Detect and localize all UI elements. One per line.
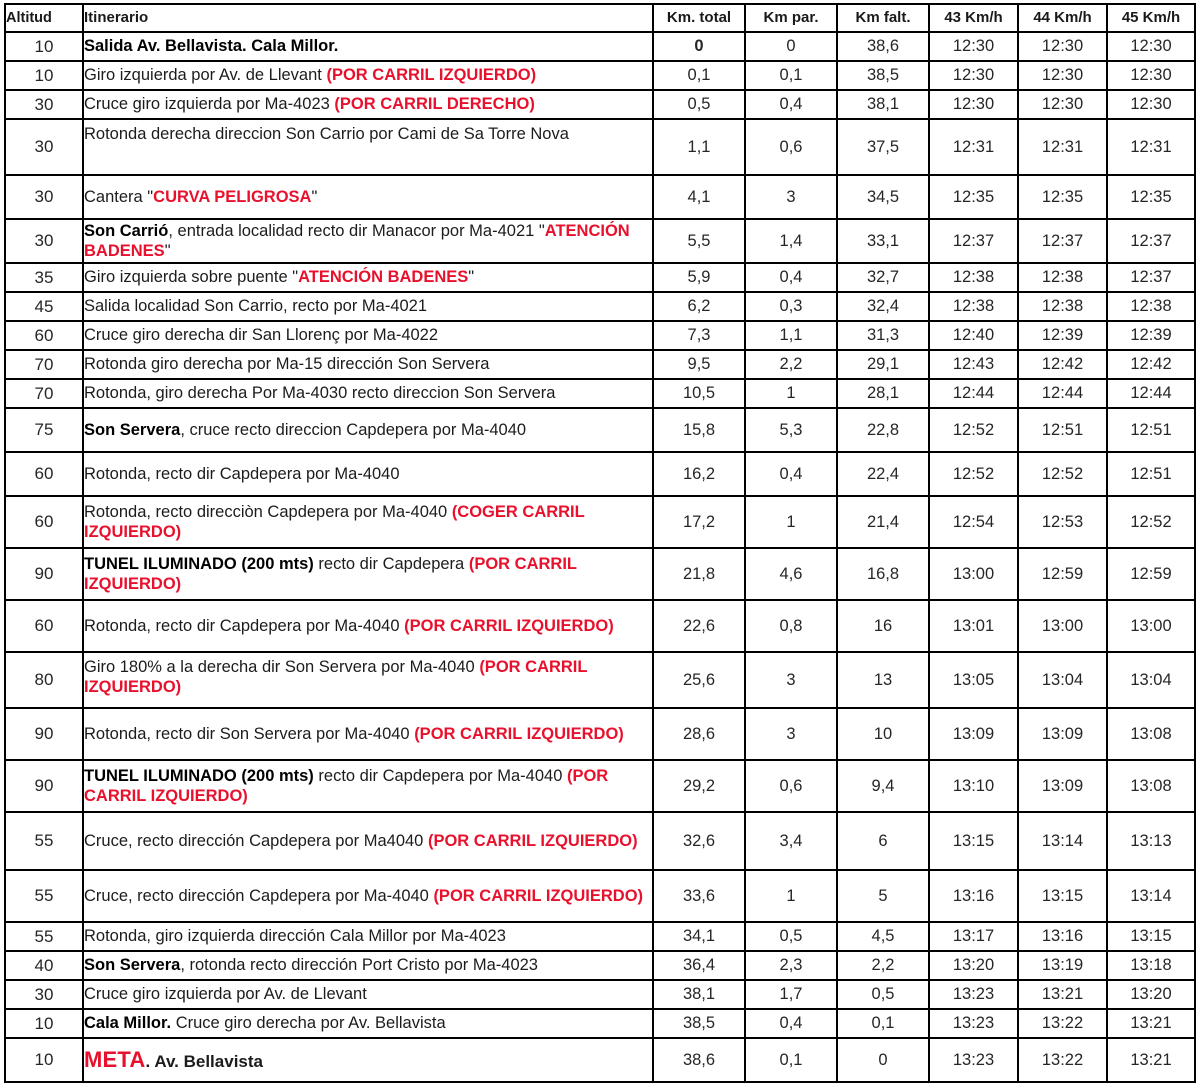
- cell-time-45: 13:00: [1107, 600, 1195, 652]
- cell-time-44: 12:53: [1018, 496, 1107, 548]
- itinerary-text-segment: Rotonda derecha direccion Son Carrio por Cami de Sa Torre Nova: [84, 125, 569, 143]
- table-row: [5, 452, 1195, 496]
- cell-time-43: 13:17: [929, 922, 1018, 951]
- cell-km-total: 38,5: [653, 1009, 745, 1038]
- cell-time-44: 12:37: [1018, 219, 1107, 263]
- cell-itinerario: [83, 600, 653, 652]
- cell-km-falt: 33,1: [837, 219, 929, 263]
- cell-time-43: 13:05: [929, 652, 1018, 708]
- itinerary-text-segment: , cruce recto direccion Capdepera por Ma-4040: [180, 420, 527, 439]
- cell-altitud: 55: [5, 870, 83, 922]
- cell-km-falt: 0,5: [837, 980, 929, 1009]
- table-row: [5, 263, 1195, 292]
- cell-time-44: 12:39: [1018, 321, 1107, 350]
- cell-time-44: 13:16: [1018, 922, 1107, 951]
- cell-time-43: 13:23: [929, 1009, 1018, 1038]
- cell-time-43: 12:52: [929, 408, 1018, 452]
- cell-time-45: 13:15: [1107, 922, 1195, 951]
- cell-km-total: 10,5: [653, 379, 745, 408]
- cell-time-44: 12:30: [1018, 90, 1107, 119]
- itinerary-text-segment: Salida localidad Son Carrio, recto por Ma-4021: [84, 297, 428, 316]
- cell-km-total: 22,6: [653, 600, 745, 652]
- cell-altitud: 60: [5, 321, 83, 350]
- table-row: [5, 922, 1195, 951]
- cell-time-43: 12:35: [929, 175, 1018, 219]
- itinerary-text-segment: Rotonda, recto dir Capdepera por Ma-4040: [84, 616, 405, 635]
- cell-time-43: 13:20: [929, 951, 1018, 980]
- cell-altitud: 90: [5, 548, 83, 600]
- cell-km-total: 33,6: [653, 870, 745, 922]
- cell-time-43: 12:38: [929, 263, 1018, 292]
- itinerary-text-segment: (POR CARRIL IZQUIERDO): [404, 616, 614, 635]
- itinerary-text-segment: (POR CARRIL IZQUIERDO): [433, 886, 644, 905]
- cell-time-45: 12:52: [1107, 496, 1195, 548]
- itinerary-text-segment: Son Carrió: [84, 221, 169, 240]
- cell-km-falt: 32,4: [837, 292, 929, 321]
- cell-time-44: 12:30: [1018, 61, 1107, 90]
- cell-itinerario: [83, 263, 653, 292]
- cell-itinerario: [83, 760, 653, 812]
- cell-time-45: 13:21: [1107, 1038, 1195, 1082]
- cell-time-44: 13:09: [1018, 760, 1107, 812]
- cell-itinerario: [83, 119, 653, 175]
- cell-time-45: 12:51: [1107, 408, 1195, 452]
- cell-km-par: 3: [745, 175, 837, 219]
- cell-time-44: 13:00: [1018, 600, 1107, 652]
- itinerary-text-segment: META: [84, 1046, 146, 1072]
- cell-itinerario: [83, 219, 653, 263]
- cell-time-44: 13:22: [1018, 1009, 1107, 1038]
- table-row: [5, 61, 1195, 90]
- cell-time-45: 13:20: [1107, 980, 1195, 1009]
- cell-km-total: 17,2: [653, 496, 745, 548]
- cell-km-par: 0,8: [745, 600, 837, 652]
- cell-km-falt: 22,4: [837, 452, 929, 496]
- cell-itinerario: [83, 292, 653, 321]
- cell-time-43: 12:43: [929, 350, 1018, 379]
- cell-time-43: 12:40: [929, 321, 1018, 350]
- itinerary-text-segment: Cruce giro derecha por Av. Bellavista: [171, 1014, 446, 1033]
- itinerary-text-segment: Cruce giro izquierda por Av. de Llevant: [84, 985, 367, 1004]
- cell-km-total: 32,6: [653, 812, 745, 870]
- cell-altitud: 35: [5, 263, 83, 292]
- cell-itinerario: [83, 652, 653, 708]
- cell-km-total: 5,5: [653, 219, 745, 263]
- table-row: [5, 760, 1195, 812]
- cell-itinerario: [83, 548, 653, 600]
- cell-time-43: 12:44: [929, 379, 1018, 408]
- itinerary-text-segment: recto dir Capdepera por Ma-4040: [313, 766, 567, 785]
- cell-time-45: 13:14: [1107, 870, 1195, 922]
- itinerary-text-segment: . Av. Bellavista: [145, 1051, 263, 1071]
- cell-km-falt: 9,4: [837, 760, 929, 812]
- table-row: [5, 600, 1195, 652]
- cell-km-total: 34,1: [653, 922, 745, 951]
- cell-time-45: 12:38: [1107, 292, 1195, 321]
- cell-km-falt: 32,7: [837, 263, 929, 292]
- cell-itinerario: [83, 812, 653, 870]
- cell-itinerario: [83, 922, 653, 951]
- cell-km-par: 2,3: [745, 951, 837, 980]
- cell-km-par: 0,5: [745, 922, 837, 951]
- cell-km-par: 1: [745, 379, 837, 408]
- table-row: [5, 321, 1195, 350]
- cell-time-44: 12:35: [1018, 175, 1107, 219]
- cell-time-45: 12:35: [1107, 175, 1195, 219]
- cell-altitud: 80: [5, 652, 83, 708]
- itinerary-text-segment: Giro izquierda por Av. de Llevant: [84, 66, 327, 85]
- cell-altitud: 45: [5, 292, 83, 321]
- itinerary-text-segment: (POR CARRIL IZQUIERDO): [326, 66, 537, 85]
- cell-altitud: 10: [5, 1038, 83, 1082]
- cell-km-par: 1,7: [745, 980, 837, 1009]
- table-row: [5, 292, 1195, 321]
- table-row: [5, 870, 1195, 922]
- itinerary-text-segment: , entrada localidad recto dir Manacor por Ma-4021 ": [168, 221, 545, 240]
- cell-km-total: 7,3: [653, 321, 745, 350]
- itinerary-text-segment: (POR CARRIL IZQUIERDO): [427, 831, 638, 850]
- cell-itinerario: [83, 980, 653, 1009]
- cell-time-44: 13:19: [1018, 951, 1107, 980]
- cell-itinerario: [83, 61, 653, 90]
- cell-km-falt: 37,5: [837, 119, 929, 175]
- table-row: [5, 119, 1195, 175]
- cell-time-43: 12:52: [929, 452, 1018, 496]
- table-row: [5, 980, 1195, 1009]
- cell-km-falt: 6: [837, 812, 929, 870]
- cell-km-par: 4,6: [745, 548, 837, 600]
- cell-km-falt: 16,8: [837, 548, 929, 600]
- cell-km-total: 38,6: [653, 1038, 745, 1082]
- cell-altitud: 30: [5, 980, 83, 1009]
- itinerary-text-segment: ": [164, 242, 171, 260]
- itinerary-text-segment: CURVA PELIGROSA: [153, 187, 312, 206]
- cell-km-par: 3,4: [745, 812, 837, 870]
- cell-km-total: 0,5: [653, 90, 745, 119]
- column-header-speed-44: 44 Km/h: [1018, 4, 1107, 32]
- cell-altitud: 75: [5, 408, 83, 452]
- cell-km-par: 0,3: [745, 292, 837, 321]
- itinerary-text-segment: (POR CARRIL IZQUIERDO): [414, 724, 624, 743]
- cell-km-total: 29,2: [653, 760, 745, 812]
- itinerary-text-segment: Rotonda, recto direcciòn Capdepera por Ma-4040: [84, 502, 452, 521]
- cell-time-45: 12:30: [1107, 90, 1195, 119]
- cell-km-par: 0,6: [745, 760, 837, 812]
- table-row: [5, 652, 1195, 708]
- cell-time-44: 12:30: [1018, 32, 1107, 61]
- cell-km-falt: 34,5: [837, 175, 929, 219]
- cell-km-total: 25,6: [653, 652, 745, 708]
- cell-time-43: 12:30: [929, 61, 1018, 90]
- cell-itinerario: [83, 708, 653, 760]
- cell-itinerario: [83, 870, 653, 922]
- cell-time-45: 12:37: [1107, 219, 1195, 263]
- itinerary-text-segment: Cantera ": [84, 187, 154, 206]
- table-row: [5, 219, 1195, 263]
- column-header-speed-43: 43 Km/h: [929, 4, 1018, 32]
- cell-km-total: 15,8: [653, 408, 745, 452]
- cell-km-par: 0,6: [745, 119, 837, 175]
- table-row: [5, 548, 1195, 600]
- table-row: [5, 708, 1195, 760]
- cell-km-par: 0: [745, 32, 837, 61]
- cell-time-43: 13:23: [929, 1038, 1018, 1082]
- cell-altitud: 60: [5, 600, 83, 652]
- cell-km-falt: 0,1: [837, 1009, 929, 1038]
- cell-km-par: 0,4: [745, 1009, 837, 1038]
- cell-km-total: 0,1: [653, 61, 745, 90]
- cell-altitud: 60: [5, 496, 83, 548]
- cell-km-falt: 4,5: [837, 922, 929, 951]
- itinerary-text-segment: TUNEL ILUMINADO (200 mts): [84, 766, 314, 785]
- itinerary-text-segment: (POR CARRIL IZQUIERDO): [84, 554, 577, 593]
- cell-km-par: 0,1: [745, 61, 837, 90]
- cell-km-par: 1: [745, 496, 837, 548]
- cell-itinerario: [83, 951, 653, 980]
- itinerary-text-segment: Rotonda, giro izquierda dirección Cala Millor por Ma-4023: [84, 927, 506, 946]
- cell-time-43: 13:23: [929, 980, 1018, 1009]
- cell-time-45: 13:18: [1107, 951, 1195, 980]
- cell-time-45: 13:21: [1107, 1009, 1195, 1038]
- cell-itinerario: [83, 379, 653, 408]
- cell-time-43: 12:30: [929, 32, 1018, 61]
- cell-time-45: 12:44: [1107, 379, 1195, 408]
- cell-km-par: 0,4: [745, 90, 837, 119]
- cell-time-43: 12:31: [929, 119, 1018, 175]
- cell-km-par: 3: [745, 652, 837, 708]
- cell-itinerario: [83, 321, 653, 350]
- cell-km-falt: 10: [837, 708, 929, 760]
- cell-time-45: 12:51: [1107, 452, 1195, 496]
- itinerary-text-segment: Salida Av. Bellavista. Cala Millor.: [84, 37, 339, 56]
- table-row: [5, 32, 1195, 61]
- column-header-km-par: Km par.: [745, 4, 837, 32]
- itinerary-text-segment: Cruce giro izquierda por Ma-4023: [84, 95, 335, 114]
- roadbook-table: [4, 3, 1196, 1083]
- cell-time-43: 13:16: [929, 870, 1018, 922]
- cell-time-44: 13:14: [1018, 812, 1107, 870]
- itinerary-text-segment: TUNEL ILUMINADO (200 mts): [84, 554, 314, 573]
- table-row: [5, 1009, 1195, 1038]
- cell-km-total: 5,9: [653, 263, 745, 292]
- cell-km-total: 38,1: [653, 980, 745, 1009]
- itinerary-text-segment: Cruce, recto dirección Capdepera por Ma-4040: [84, 886, 434, 905]
- table-row: [5, 951, 1195, 980]
- cell-time-45: 12:42: [1107, 350, 1195, 379]
- cell-km-total: 1,1: [653, 119, 745, 175]
- cell-itinerario: [83, 90, 653, 119]
- cell-itinerario: [83, 32, 653, 61]
- cell-km-total: 16,2: [653, 452, 745, 496]
- cell-km-total: 4,1: [653, 175, 745, 219]
- cell-time-43: 13:00: [929, 548, 1018, 600]
- cell-itinerario: [83, 1038, 653, 1082]
- cell-altitud: 30: [5, 219, 83, 263]
- cell-time-45: 12:39: [1107, 321, 1195, 350]
- cell-km-falt: 5: [837, 870, 929, 922]
- cell-time-43: 13:10: [929, 760, 1018, 812]
- cell-altitud: 10: [5, 61, 83, 90]
- cell-time-45: 12:59: [1107, 548, 1195, 600]
- cell-time-44: 13:09: [1018, 708, 1107, 760]
- cell-km-total: 0: [653, 32, 745, 61]
- cell-time-43: 13:09: [929, 708, 1018, 760]
- itinerary-text-segment: Giro 180% a la derecha dir Son Servera por Ma-4040: [84, 658, 480, 676]
- cell-km-falt: 38,5: [837, 61, 929, 90]
- cell-km-falt: 28,1: [837, 379, 929, 408]
- table-row: [5, 812, 1195, 870]
- cell-altitud: 90: [5, 708, 83, 760]
- itinerary-text-segment: (POR CARRIL DERECHO): [334, 95, 535, 114]
- table-row: [5, 175, 1195, 219]
- header-row: [5, 4, 1195, 32]
- cell-km-par: 5,3: [745, 408, 837, 452]
- cell-time-45: 12:37: [1107, 263, 1195, 292]
- cell-time-45: 12:30: [1107, 32, 1195, 61]
- itinerary-text-segment: Rotonda, recto dir Son Servera por Ma-4040: [84, 724, 415, 743]
- column-header-altitud: Altitud: [5, 4, 83, 32]
- cell-km-par: 1,4: [745, 219, 837, 263]
- cell-altitud: 40: [5, 951, 83, 980]
- table-row: [5, 350, 1195, 379]
- cell-time-45: 13:08: [1107, 708, 1195, 760]
- itinerary-text-segment: ": [468, 268, 475, 287]
- cell-time-44: 12:31: [1018, 119, 1107, 175]
- cell-altitud: 55: [5, 922, 83, 951]
- cell-km-total: 9,5: [653, 350, 745, 379]
- cell-km-falt: 29,1: [837, 350, 929, 379]
- itinerary-text-segment: (POR CARRIL IZQUIERDO): [84, 766, 609, 805]
- cell-time-44: 12:52: [1018, 452, 1107, 496]
- cell-time-43: 12:37: [929, 219, 1018, 263]
- cell-km-total: 28,6: [653, 708, 745, 760]
- cell-altitud: 10: [5, 32, 83, 61]
- cell-altitud: 30: [5, 175, 83, 219]
- cell-km-falt: 2,2: [837, 951, 929, 980]
- itinerary-text-segment: , rotonda recto dirección Port Cristo por Ma-4023: [180, 956, 538, 975]
- column-header-km-falt: Km falt.: [837, 4, 929, 32]
- itinerary-text-segment: Cruce, recto dirección Capdepera por Ma4040: [84, 831, 428, 850]
- cell-km-par: 1: [745, 870, 837, 922]
- cell-altitud: 10: [5, 1009, 83, 1038]
- cell-itinerario: [83, 1009, 653, 1038]
- table-body: [5, 32, 1195, 1082]
- itinerary-text-segment: Cala Millor.: [84, 1014, 172, 1033]
- itinerary-text-segment: Giro izquierda sobre puente ": [84, 268, 299, 287]
- cell-km-falt: 38,1: [837, 90, 929, 119]
- cell-km-falt: 16: [837, 600, 929, 652]
- cell-km-par: 2,2: [745, 350, 837, 379]
- cell-km-par: 0,4: [745, 263, 837, 292]
- cell-km-falt: 22,8: [837, 408, 929, 452]
- cell-time-44: 13:04: [1018, 652, 1107, 708]
- table-row: [5, 379, 1195, 408]
- itinerary-text-segment: Cruce giro derecha dir San Llorenç por Ma-4022: [84, 326, 439, 345]
- cell-altitud: 55: [5, 812, 83, 870]
- itinerary-text-segment: Son Servera: [84, 956, 181, 975]
- cell-time-44: 12:38: [1018, 263, 1107, 292]
- cell-altitud: 30: [5, 90, 83, 119]
- itinerary-text-segment: Son Servera: [84, 420, 181, 439]
- itinerary-text-segment: Rotonda, giro derecha Por Ma-4030 recto direccion Son Servera: [84, 384, 556, 403]
- cell-km-falt: 21,4: [837, 496, 929, 548]
- cell-time-44: 12:44: [1018, 379, 1107, 408]
- itinerary-text-segment: (COGER CARRIL IZQUIERDO): [84, 502, 585, 541]
- itinerary-text-segment: Rotonda giro derecha por Ma-15 dirección Son Servera: [84, 355, 490, 374]
- cell-km-par: 0,1: [745, 1038, 837, 1082]
- cell-altitud: 70: [5, 379, 83, 408]
- itinerary-text-segment: (POR CARRIL IZQUIERDO): [84, 658, 588, 697]
- cell-time-43: 13:15: [929, 812, 1018, 870]
- cell-time-45: 13:08: [1107, 760, 1195, 812]
- cell-itinerario: [83, 452, 653, 496]
- cell-km-falt: 31,3: [837, 321, 929, 350]
- cell-itinerario: [83, 496, 653, 548]
- table-header: [5, 4, 1195, 32]
- cell-time-44: 12:38: [1018, 292, 1107, 321]
- cell-itinerario: [83, 175, 653, 219]
- cell-time-45: 13:13: [1107, 812, 1195, 870]
- itinerary-text-segment: Rotonda, recto dir Capdepera por Ma-4040: [84, 464, 400, 483]
- table-row: [5, 408, 1195, 452]
- table-row: [5, 1038, 1195, 1082]
- cell-time-44: 13:21: [1018, 980, 1107, 1009]
- cell-time-45: 12:30: [1107, 61, 1195, 90]
- cell-km-falt: 0: [837, 1038, 929, 1082]
- cell-time-43: 12:38: [929, 292, 1018, 321]
- cell-time-45: 13:04: [1107, 652, 1195, 708]
- table-row: [5, 90, 1195, 119]
- column-header-itinerario: Itinerario: [83, 4, 653, 32]
- cell-time-44: 13:15: [1018, 870, 1107, 922]
- table-row: [5, 496, 1195, 548]
- cell-time-45: 12:31: [1107, 119, 1195, 175]
- cell-km-total: 36,4: [653, 951, 745, 980]
- cell-km-par: 3: [745, 708, 837, 760]
- cell-time-44: 13:22: [1018, 1038, 1107, 1082]
- column-header-km-total: Km. total: [653, 4, 745, 32]
- cell-time-44: 12:42: [1018, 350, 1107, 379]
- cell-itinerario: [83, 350, 653, 379]
- cell-altitud: 60: [5, 452, 83, 496]
- cell-km-total: 6,2: [653, 292, 745, 321]
- cell-km-total: 21,8: [653, 548, 745, 600]
- itinerary-text-segment: ATENCIÓN BADENES: [84, 221, 630, 260]
- cell-time-43: 12:30: [929, 90, 1018, 119]
- cell-altitud: 30: [5, 119, 83, 175]
- cell-km-falt: 13: [837, 652, 929, 708]
- cell-time-43: 13:01: [929, 600, 1018, 652]
- cell-km-falt: 38,6: [837, 32, 929, 61]
- cell-altitud: 70: [5, 350, 83, 379]
- cell-km-par: 0,4: [745, 452, 837, 496]
- cell-time-43: 12:54: [929, 496, 1018, 548]
- column-header-speed-45: 45 Km/h: [1107, 4, 1195, 32]
- cell-time-44: 12:51: [1018, 408, 1107, 452]
- itinerary-text-segment: recto dir Capdepera: [313, 554, 469, 573]
- cell-km-par: 1,1: [745, 321, 837, 350]
- cell-itinerario: [83, 408, 653, 452]
- cell-time-44: 12:59: [1018, 548, 1107, 600]
- itinerary-text-segment: ": [311, 187, 318, 206]
- cell-altitud: 90: [5, 760, 83, 812]
- itinerary-text-segment: ATENCIÓN BADENES: [298, 268, 469, 287]
